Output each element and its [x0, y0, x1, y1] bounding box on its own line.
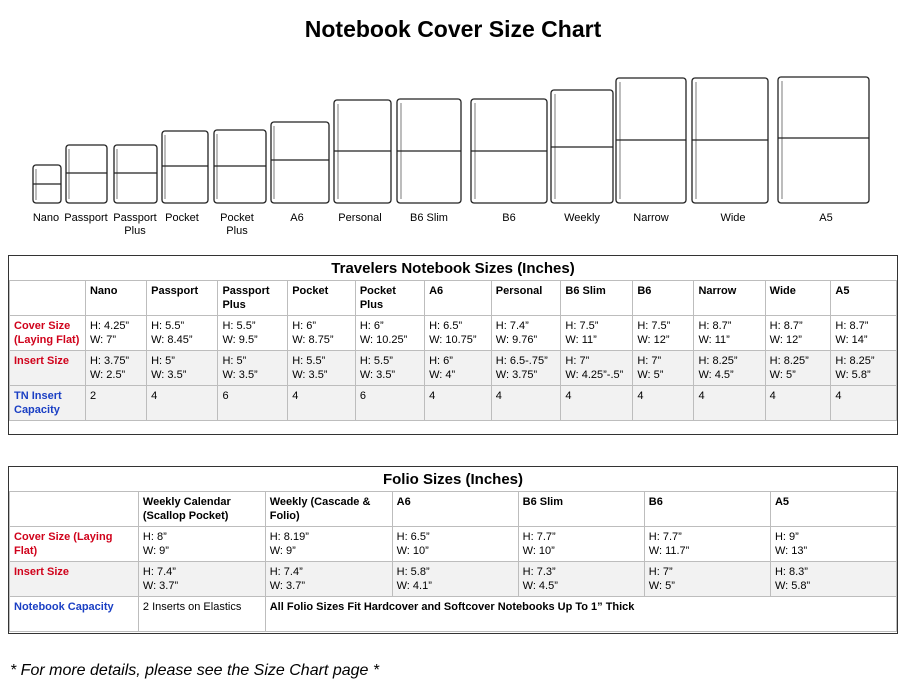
folio-header-cell	[10, 492, 139, 527]
folio-row-label: Cover Size (Laying Flat)	[10, 527, 139, 562]
tn-table-cell: H: 6.5-.75” W: 3.75”	[491, 351, 561, 386]
tn-table-cell: H: 5.5” W: 3.5”	[288, 351, 356, 386]
tn-table-cell: H: 7.5” W: 12”	[633, 316, 694, 351]
folio-table-cell: H: 7.4” W: 3.7”	[138, 562, 265, 597]
pocket-notebook-icon	[162, 131, 208, 203]
tn-table-cell: H: 8.25” W: 5.8”	[831, 351, 897, 386]
pocket-plus-notebook-icon	[214, 130, 266, 203]
tn-table-cell: H: 5.5” W: 8.45”	[147, 316, 218, 351]
folio-size-table	[9, 467, 897, 632]
weekly-notebook-icon	[551, 90, 613, 203]
passport-plus-notebook-icon	[114, 145, 157, 203]
tn-table-cell: H: 4.25” W: 7”	[85, 316, 146, 351]
tn-table-cell: H: 5” W: 3.5”	[218, 351, 288, 386]
illustration-label-b6-slim: B6 Slim	[410, 212, 448, 224]
tn-header-cell: A5	[831, 281, 897, 316]
narrow-notebook-icon	[616, 78, 686, 203]
tn-row-label: Cover Size (Laying Flat)	[10, 316, 86, 351]
tn-table-cell: H: 5.5” W: 3.5”	[355, 351, 424, 386]
tn-header-cell	[10, 281, 86, 316]
folio-table-caption: Folio Sizes (Inches)	[382, 471, 524, 488]
tn-header-cell: Nano	[85, 281, 146, 316]
folio-row-label: Insert Size	[10, 562, 139, 597]
tn-table-cell: 4	[288, 386, 356, 421]
folio-table-cell: H: 6.5” W: 10”	[392, 527, 518, 562]
tn-table-cell: H: 8.25” W: 4.5”	[694, 351, 765, 386]
tn-header-cell: Pocket Plus	[355, 281, 424, 316]
notebook-illustrations	[0, 0, 906, 245]
tn-table-cell: 4	[425, 386, 492, 421]
tn-table-cell: H: 6.5” W: 10.75”	[425, 316, 492, 351]
tn-table-cell: H: 8.7” W: 11”	[694, 316, 765, 351]
tn-header-cell: Personal	[491, 281, 561, 316]
tn-header-cell: Passport	[147, 281, 218, 316]
illustration-label-b6: B6	[502, 212, 516, 224]
folio-capacity-note: All Folio Sizes Fit Hardcover and Softcover Notebooks Up To 1” Thick	[265, 597, 896, 632]
illustration-label-nano: Nano	[32, 212, 60, 224]
tn-table-cell: 2	[85, 386, 146, 421]
folio-row-label: Notebook Capacity	[10, 597, 139, 632]
illustration-label-wide: Wide	[720, 212, 746, 224]
tn-table-cell: H: 8.25” W: 5”	[765, 351, 831, 386]
folio-table-cell: H: 7” W: 5”	[644, 562, 770, 597]
tn-table-cell: H: 7” W: 4.25”-.5”	[561, 351, 633, 386]
tn-size-table	[9, 256, 897, 421]
tn-table-cell: 4	[694, 386, 765, 421]
folio-table-cell: 2 Inserts on Elastics	[138, 597, 265, 632]
illustration-label-personal: Personal	[338, 212, 382, 224]
a6-notebook-icon	[271, 122, 329, 203]
folio-header-cell: B6	[644, 492, 770, 527]
tn-table-cell: 4	[491, 386, 561, 421]
folio-table-cell: H: 7.3” W: 4.5”	[518, 562, 644, 597]
tn-table-cell: H: 6” W: 4”	[425, 351, 492, 386]
tn-row-label: TN Insert Capacity	[10, 386, 86, 421]
illustration-label-pocket-plus: Pocket Plus	[220, 212, 254, 237]
tn-table-cell: 6	[218, 386, 288, 421]
folio-header-cell: A5	[770, 492, 896, 527]
folio-header-cell: Weekly Calendar (Scallop Pocket)	[138, 492, 265, 527]
tn-table-cell: H: 6” W: 8.75”	[288, 316, 356, 351]
illustration-label-a6: A6	[290, 212, 304, 224]
tn-table-cell: 4	[561, 386, 633, 421]
illustration-label-pocket: Pocket	[165, 212, 199, 224]
tn-header-cell: A6	[425, 281, 492, 316]
a5-notebook-icon	[778, 77, 869, 203]
personal-notebook-icon	[334, 100, 391, 203]
folio-table-cell: H: 7.4” W: 3.7”	[265, 562, 392, 597]
b6-slim-notebook-icon	[397, 99, 461, 203]
tn-table-cell: H: 7” W: 5”	[633, 351, 694, 386]
tn-table-cell: 6	[355, 386, 424, 421]
tn-table-cell: H: 8.7” W: 14”	[831, 316, 897, 351]
folio-header-cell: B6 Slim	[518, 492, 644, 527]
illustration-label-weekly: Weekly	[564, 212, 600, 224]
illustration-label-narrow: Narrow	[633, 212, 669, 224]
wide-notebook-icon	[692, 78, 768, 203]
tn-header-cell: Pocket	[288, 281, 356, 316]
footnote: * For more details, please see the Size Chart page *	[10, 662, 380, 679]
tn-table-caption: Travelers Notebook Sizes (Inches)	[331, 260, 575, 277]
illustration-label-passport-plus: Passport Plus	[113, 212, 157, 237]
tn-header-cell: B6 Slim	[561, 281, 633, 316]
tn-table-cell: H: 8.7” W: 12”	[765, 316, 831, 351]
tn-table-cell: H: 5.5” W: 9.5”	[218, 316, 288, 351]
nano-notebook-icon	[33, 165, 61, 203]
folio-table-cell: H: 5.8” W: 4.1”	[392, 562, 518, 597]
illustration-label-passport: Passport	[64, 212, 108, 224]
tn-row-label: Insert Size	[10, 351, 86, 386]
tn-table-cell: 4	[765, 386, 831, 421]
folio-header-cell: A6	[392, 492, 518, 527]
folio-header-cell: Weekly (Cascade & Folio)	[265, 492, 392, 527]
folio-table-cell: H: 8.19” W: 9”	[265, 527, 392, 562]
tn-table-cell: 4	[147, 386, 218, 421]
tn-table-cell: H: 5” W: 3.5”	[147, 351, 218, 386]
folio-table-cell: H: 7.7” W: 11.7”	[644, 527, 770, 562]
illustration-label-a5: A5	[819, 212, 833, 224]
tn-header-cell: Wide	[765, 281, 831, 316]
tn-table-cell: 4	[633, 386, 694, 421]
passport-notebook-icon	[66, 145, 107, 203]
tn-table-cell: H: 3.75” W: 2.5”	[85, 351, 146, 386]
tn-header-cell: Passport Plus	[218, 281, 288, 316]
tn-table-cell: H: 7.5” W: 11”	[561, 316, 633, 351]
tn-header-cell: Narrow	[694, 281, 765, 316]
b6-notebook-icon	[471, 99, 547, 203]
tn-table-cell: H: 6” W: 10.25”	[355, 316, 424, 351]
tn-table-cell: 4	[831, 386, 897, 421]
folio-table-cell: H: 8.3” W: 5.8”	[770, 562, 896, 597]
folio-table-cell: H: 8” W: 9”	[138, 527, 265, 562]
folio-table-cell: H: 9” W: 13”	[770, 527, 896, 562]
folio-table-cell: H: 7.7” W: 10”	[518, 527, 644, 562]
tn-header-cell: B6	[633, 281, 694, 316]
page-title: Notebook Cover Size Chart	[304, 16, 602, 42]
tn-table-cell: H: 7.4” W: 9.76”	[491, 316, 561, 351]
